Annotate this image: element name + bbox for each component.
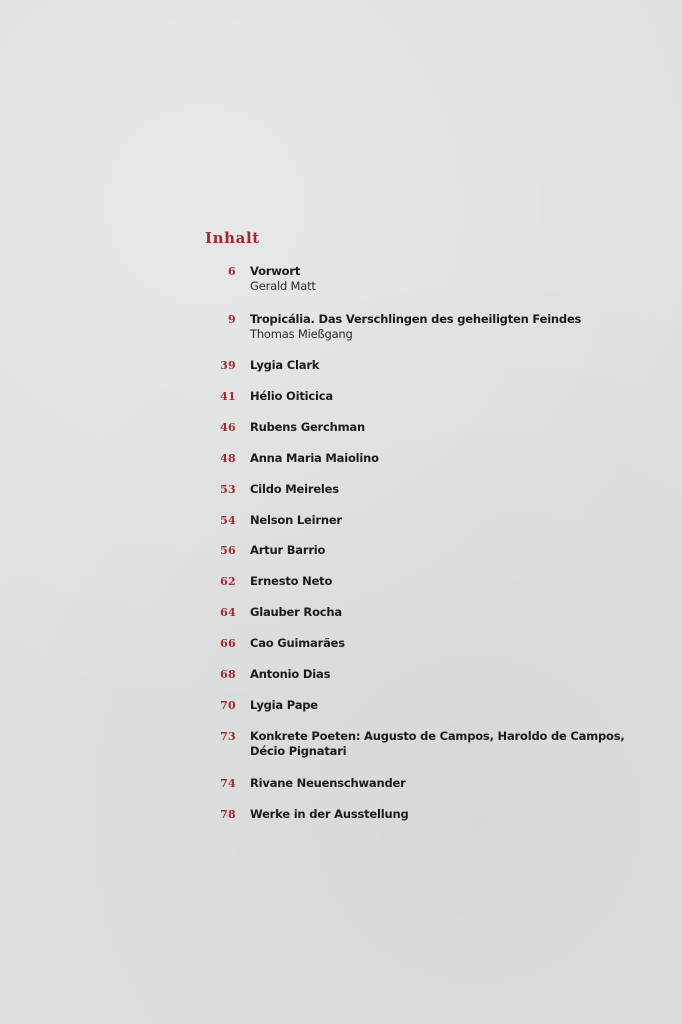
entry-text [250,605,645,620]
page-number: 74 [220,777,236,790]
entry-title: Vorwort [250,264,301,278]
entry-title: Rubens Gerchman [250,420,365,434]
entry-text [250,543,645,558]
entry-text [250,636,645,651]
entry-text [250,729,645,759]
entry-text [250,698,645,713]
page-number: 68 [220,668,236,681]
page-number: 9 [228,313,236,326]
entry-title: Ernesto Neto [250,574,333,588]
entry-title: Glauber Rocha [250,605,342,619]
entry-title: Antonio Dias [250,667,331,681]
entry-text [250,513,645,528]
entry-text [250,776,645,791]
entry-text [250,312,645,342]
entry-text [250,807,645,822]
page-number: 48 [220,452,236,465]
toc-heading: Inhalt [205,229,260,247]
page-number: 41 [220,390,236,403]
entry-text [250,420,645,435]
entry-title: Cao Guimarães [250,636,345,650]
entry-title: Anna Maria Maiolino [250,451,379,465]
page-number: 53 [220,483,236,496]
entry-title: Tropicália. Das Verschlingen des geheiligten Feindes [250,312,582,326]
entry-text [250,667,645,682]
page-number: 54 [220,514,236,527]
entry-text [250,389,645,404]
entry-title: Konkrete Poeten: Augusto de Campos, Haroldo de Campos, Décio Pignatari [250,729,625,758]
page-number: 78 [220,808,236,821]
page-number: 46 [220,421,236,434]
entry-author: Gerald Matt [250,279,316,293]
entry-title: Lygia Pape [250,698,318,712]
page-number: 70 [220,699,236,712]
entry-title: Lygia Clark [250,358,320,372]
page-number: 62 [220,575,236,588]
entry-title: Werke in der Ausstellung [250,807,409,821]
entry-text [250,358,645,373]
entry-text [250,451,645,466]
table-of-contents [205,228,645,821]
entry-title: Hélio Oiticica [250,389,333,403]
entry-title: Artur Barrio [250,543,326,557]
entry-text [250,574,645,589]
page-number: 73 [220,730,236,743]
page-number: 6 [228,265,236,278]
entry-author: Thomas Mießgang [250,327,353,341]
page-number: 64 [220,606,236,619]
page-number: 66 [220,637,236,650]
entry-title: Rivane Neuenschwander [250,776,406,790]
page-number: 56 [220,544,236,557]
entry-title: Nelson Leirner [250,513,342,527]
page-number: 39 [220,359,236,372]
entry-text [250,482,645,497]
entry-text [250,264,645,294]
entry-title: Cildo Meireles [250,482,339,496]
